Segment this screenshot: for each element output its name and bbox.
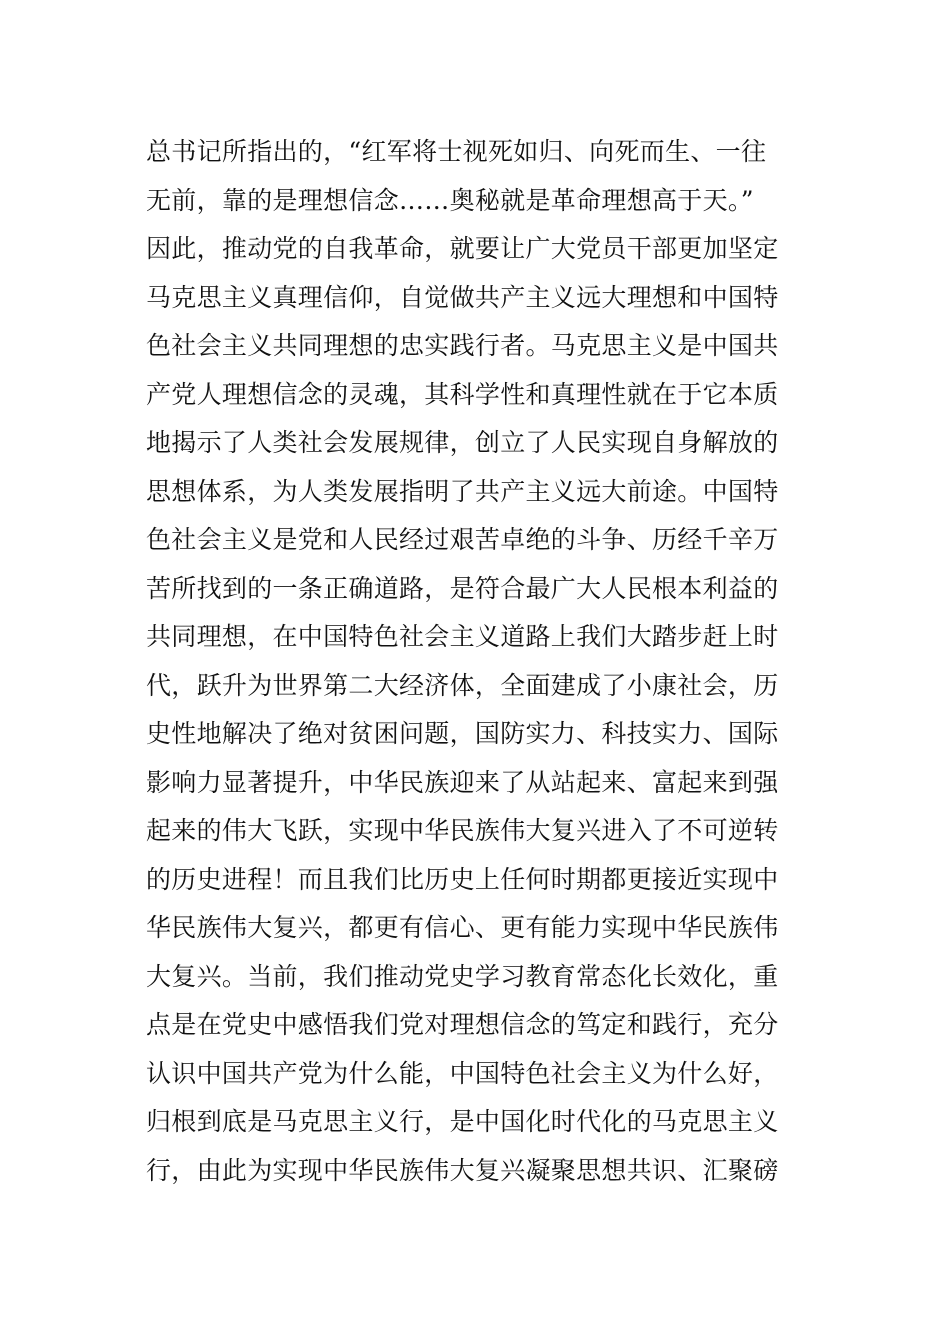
text-line-21: 归根到底是马克思主义行，是中国化时代化的马克思主义 [146,1107,779,1136]
text-line-7: 地揭示了人类社会发展规律，创立了人民实现自身解放的 [146,428,779,457]
text-line-22: 行，由此为实现中华民族伟大复兴凝聚思想共识、汇聚磅 [146,1155,779,1185]
text-line-20: 认识中国共产党为什么能，中国特色社会主义为什么好， [146,1058,779,1088]
text-line-3: 因此，推动党的自我革命，就要让广大党员干部更加坚定 [146,234,779,263]
text-line-2: 无前，靠的是理想信念……奥秘就是革命理想高于天。” [146,185,754,215]
text-line-12: 代，跃升为世界第二大经济体，全面建成了小康社会，历 [146,670,779,700]
text-line-16: 的历史进程！而且我们比历史上任何时期都更接近实现中 [146,864,779,894]
text-line-5: 色社会主义共同理想的忠实践行者。马克思主义是中国共 [146,331,779,360]
text-line-15: 起来的伟大飞跃，实现中华民族伟大复兴进入了不可逆转 [146,816,779,845]
text-line-10: 苦所找到的一条正确道路，是符合最广大人民根本利益的 [146,573,779,603]
text-line-18: 大复兴。当前，我们推动党史学习教育常态化长效化，重 [146,961,779,991]
text-line-19: 点是在党史中感悟我们党对理想信念的笃定和践行，充分 [146,1010,779,1039]
text-line-17: 华民族伟大复兴，都更有信心、更有能力实现中华民族伟 [146,913,779,942]
text-line-6: 产党人理想信念的灵魂，其科学性和真理性就在于它本质 [146,379,779,409]
text-line-13: 史性地解决了绝对贫困问题，国防实力、科技实力、国际 [146,719,779,748]
text-line-14: 影响力显著提升，中华民族迎来了从站起来、富起来到强 [146,767,779,797]
body-paragraph [146,128,811,1195]
text-line-11: 共同理想，在中国特色社会主义道路上我们大踏步赶上时 [146,622,779,651]
text-line-1: 总书记所指出的，“红军将士视死如归、向死而生、一往 [146,137,767,166]
text-line-8: 思想体系，为人类发展指明了共产主义远大前途。中国特 [146,476,779,506]
text-line-4: 马克思主义真理信仰，自觉做共产主义远大理想和中国特 [146,282,779,312]
text-line-9: 色社会主义是党和人民经过艰苦卓绝的斗争、历经千辛万 [146,525,779,554]
